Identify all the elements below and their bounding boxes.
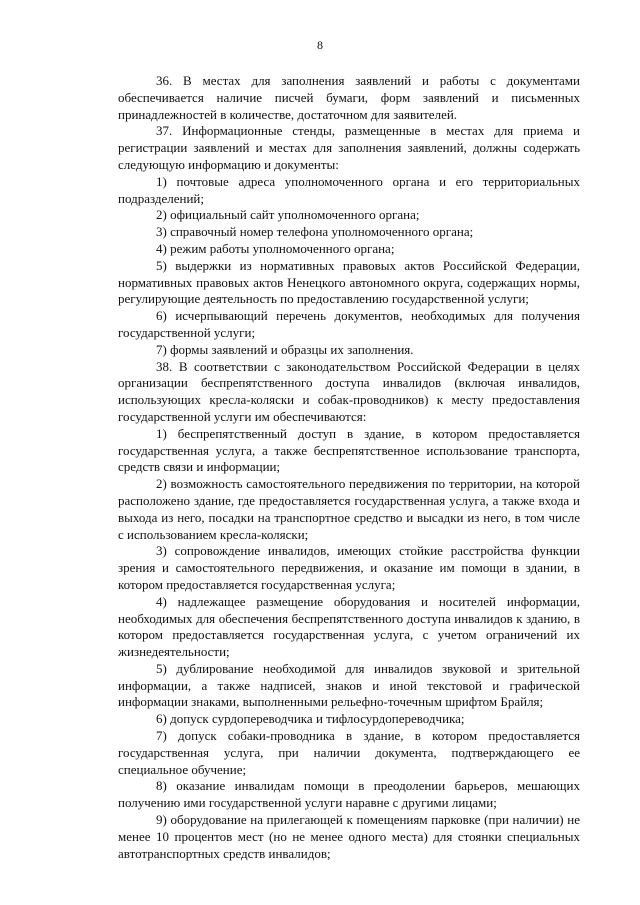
- list-item: 1) беспрепятственный доступ в здание, в котором предоставляется государственная услуга, а также беспрепятственное использование транспорта, средств связи и информации;: [118, 425, 580, 475]
- list-item: 7) формы заявлений и образцы их заполнения.: [156, 341, 414, 357]
- list-item: 8) оказание инвалидам помощи в преодолении барьеров, мешающих получению ими государственной услуги наравне с другими лицами;: [118, 778, 580, 811]
- document-body: [118, 73, 580, 862]
- list-item: 3) сопровождение инвалидов, имеющих стойкие расстройства функции зрения и самостоятельного передвижения, и оказание им помощи в здании, в котором предоставляется государственная услуга;: [118, 543, 580, 592]
- list-item: 3) справочный номер телефона уполномоченного органа;: [156, 224, 474, 240]
- paragraph-36: 36. В местах для заполнения заявлений и работы с документами обеспечивается наличие писчей бумаги, форм заявлений и письменных принадлежностей в количестве, достаточном для заявителей.: [118, 73, 580, 122]
- page-number: 8: [317, 38, 323, 52]
- list-item: 4) надлежащее размещение оборудования и носителей информации, необходимых для обеспечения беспрепятственного доступа инвалидов к зданию, в котором предоставляется государственная услуга, с учетом ограничений их жизнедеятельности;: [118, 593, 580, 660]
- list-item: 9) оборудование на прилегающей к помещениям парковке (при наличии) не менее 10 процентов мест (но не менее одного места) для стоянки специальных автотранспортных средств инвалидов;: [118, 812, 580, 861]
- paragraph-38: 38. В соответствии с законодательством Российской Федерации в целях организации беспрепятственного доступа инвалидов (включая инвалидов, использующих кресла-коляски и собак-проводников) к месту предоставления государственной услуги им обеспечиваются:: [118, 358, 580, 424]
- list-item: 6) допуск сурдопереводчика и тифлосурдопереводчика;: [156, 711, 465, 727]
- list-item: 1) почтовые адреса уполномоченного органа и его территориальных подразделений;: [118, 173, 580, 206]
- list-item: 2) возможность самостоятельного передвижения по территории, на которой расположено здание, где предоставляется государственная услуга, а также входа и выхода из него, посадки на транспортное средство и высадки из него, в том числе с использованием кресла-коляски;: [118, 476, 580, 542]
- list-item: 2) официальный сайт уполномоченного органа;: [156, 207, 420, 223]
- list-item: 4) режим работы уполномоченного органа;: [156, 240, 395, 256]
- paragraph-37: 37. Информационные стенды, размещенные в местах для приема и регистрации заявлений и местах для заполнения заявлений, должны содержать следующую информацию и документы:: [118, 123, 580, 172]
- list-item: 5) дублирование необходимой для инвалидов звуковой и зрительной информации, а также надписей, знаков и иной текстовой и графической информации знаками, выполненными рельефно-точечным шрифтом Брайля;: [118, 660, 580, 710]
- list-item: 6) исчерпывающий перечень документов, необходимых для получения государственной услуги;: [118, 308, 580, 340]
- list-item: 5) выдержки из нормативных правовых актов Российской Федерации, нормативных правовых актов Ненецкого автономного округа, содержащих нормы, регулирующие деятельность по предоставлению государственной услуги;: [118, 257, 580, 307]
- list-item: 7) допуск собаки-проводника в здание, в котором предоставляется государственная услуга, при наличии документа, подтверждающего ее специальное обучение;: [118, 728, 580, 777]
